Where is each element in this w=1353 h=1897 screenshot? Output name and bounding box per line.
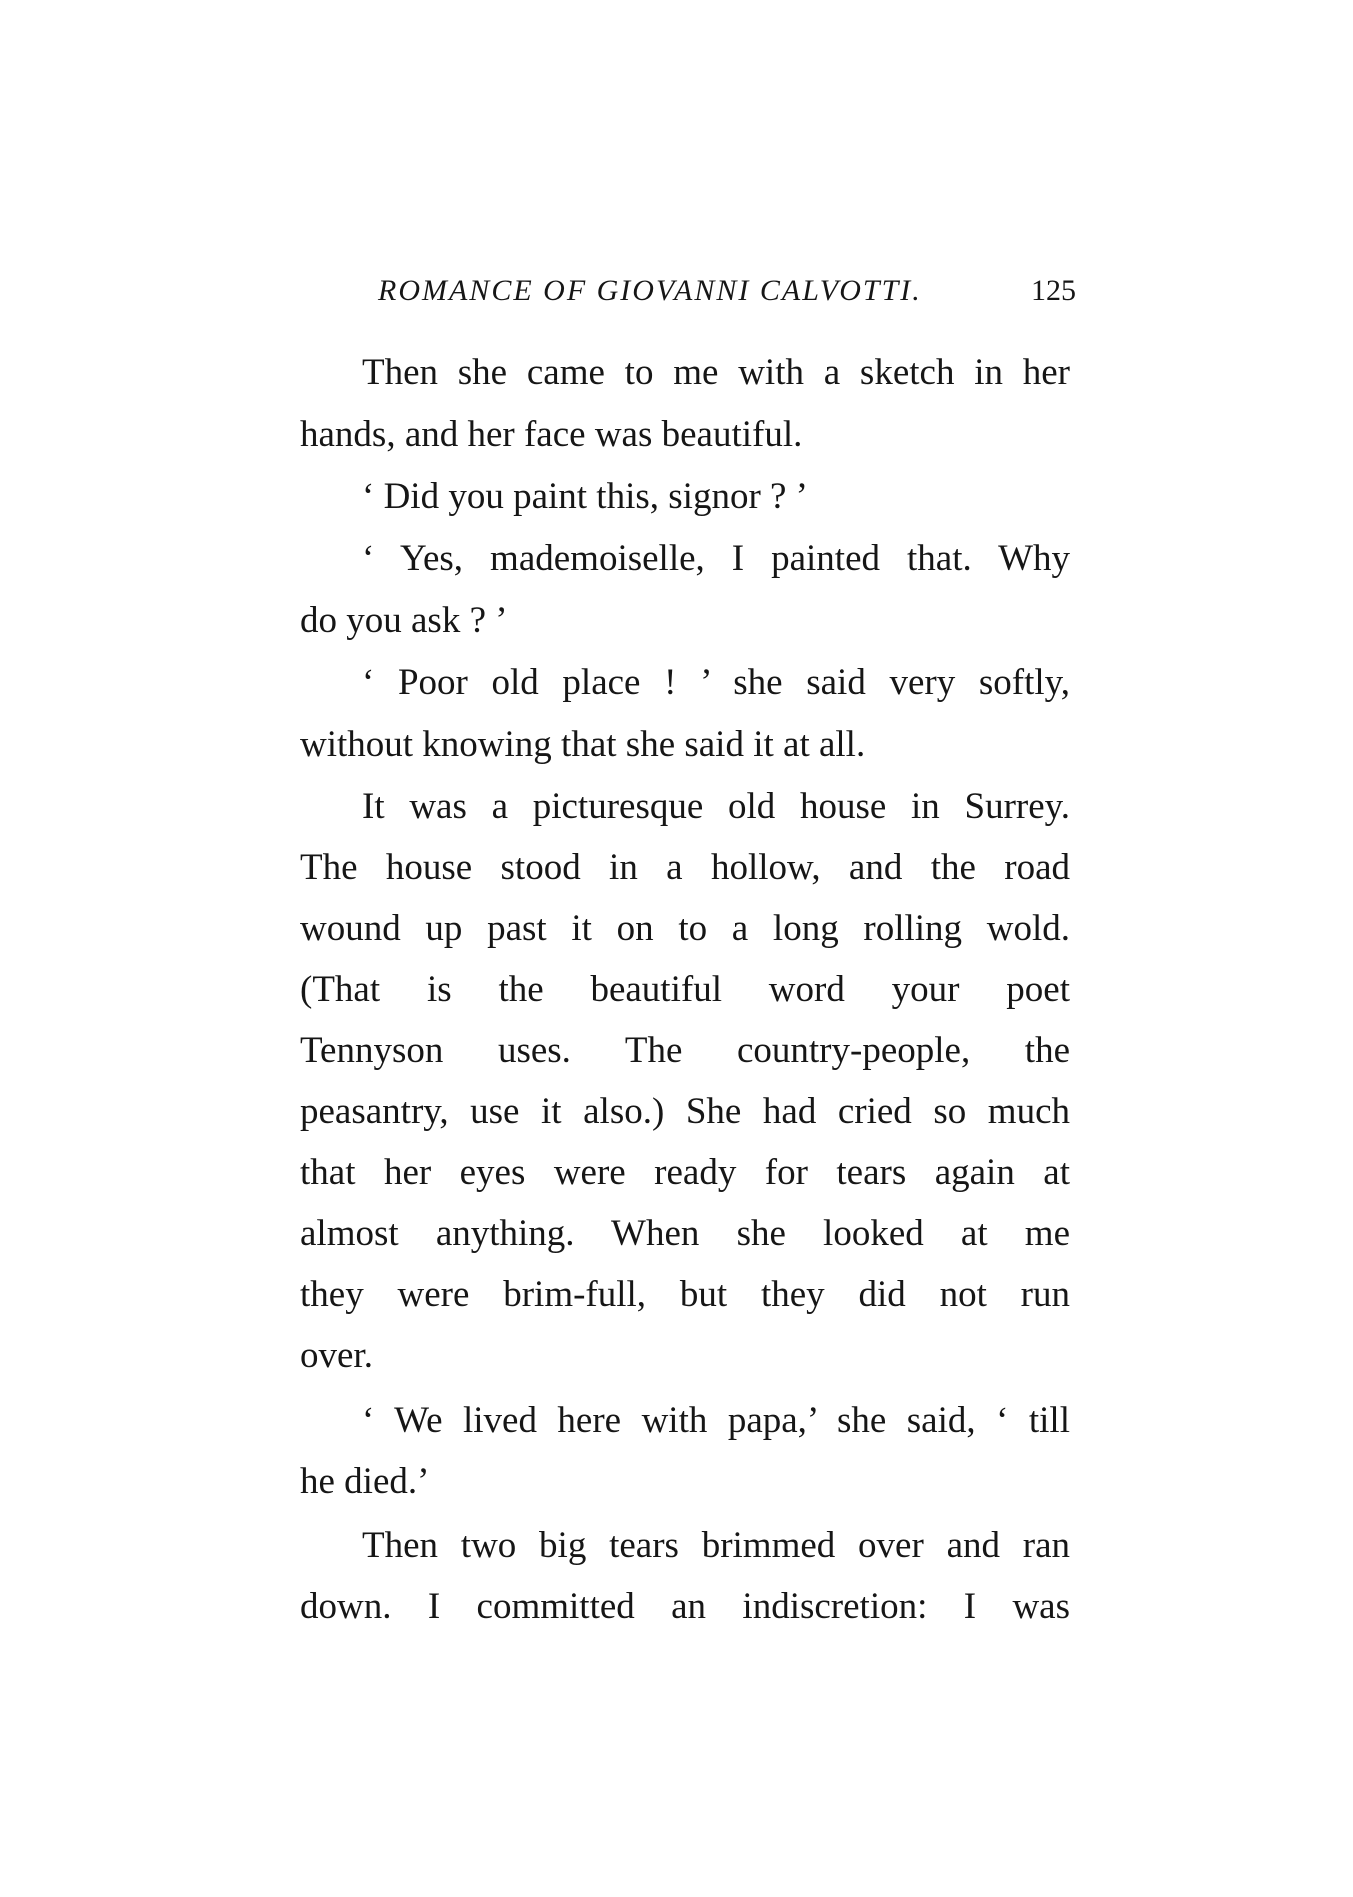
text-line: It was a picturesque old house in Surrey. — [362, 786, 1070, 827]
text-line: hands, and her face was beautiful. — [300, 414, 803, 455]
running-title: ROMANCE OF GIOVANNI CALVOTTI. — [378, 274, 922, 307]
text-line: over. — [300, 1335, 373, 1376]
text-line: ‘ Yes, mademoiselle, I painted that. Why — [362, 538, 1070, 579]
text-line: Then she came to me with a sketch in her — [362, 352, 1070, 393]
text-line: ‘ Poor old place ! ’ she said very softly, — [362, 662, 1070, 703]
text-line: peasantry, use it also.) She had cried so much — [300, 1091, 1070, 1132]
text-line: Tennyson uses. The country-people, the — [300, 1030, 1070, 1071]
text-line: ‘ Did you paint this, signor ? ’ — [362, 476, 809, 517]
text-line: (That is the beautiful word your poet — [300, 969, 1070, 1010]
text-line: wound up past it on to a long rolling wold. — [300, 908, 1070, 949]
text-line: do you ask ? ’ — [300, 600, 508, 641]
text-line: down. I committed an indiscretion: I was — [300, 1586, 1070, 1627]
text-line: without knowing that she said it at all. — [300, 724, 866, 765]
text-line: almost anything. When she looked at me — [300, 1213, 1070, 1254]
text-line: he died.’ — [300, 1461, 430, 1502]
text-line: that her eyes were ready for tears again at — [300, 1152, 1070, 1193]
text-line: Then two big tears brimmed over and ran — [362, 1525, 1070, 1566]
page-number: 125 — [1031, 274, 1076, 307]
page-header — [300, 274, 1076, 314]
text-line: The house stood in a hollow, and the road — [300, 847, 1070, 888]
text-line: they were brim-full, but they did not run — [300, 1274, 1070, 1315]
text-line: ‘ We lived here with papa,’ she said, ‘ till — [362, 1400, 1070, 1441]
